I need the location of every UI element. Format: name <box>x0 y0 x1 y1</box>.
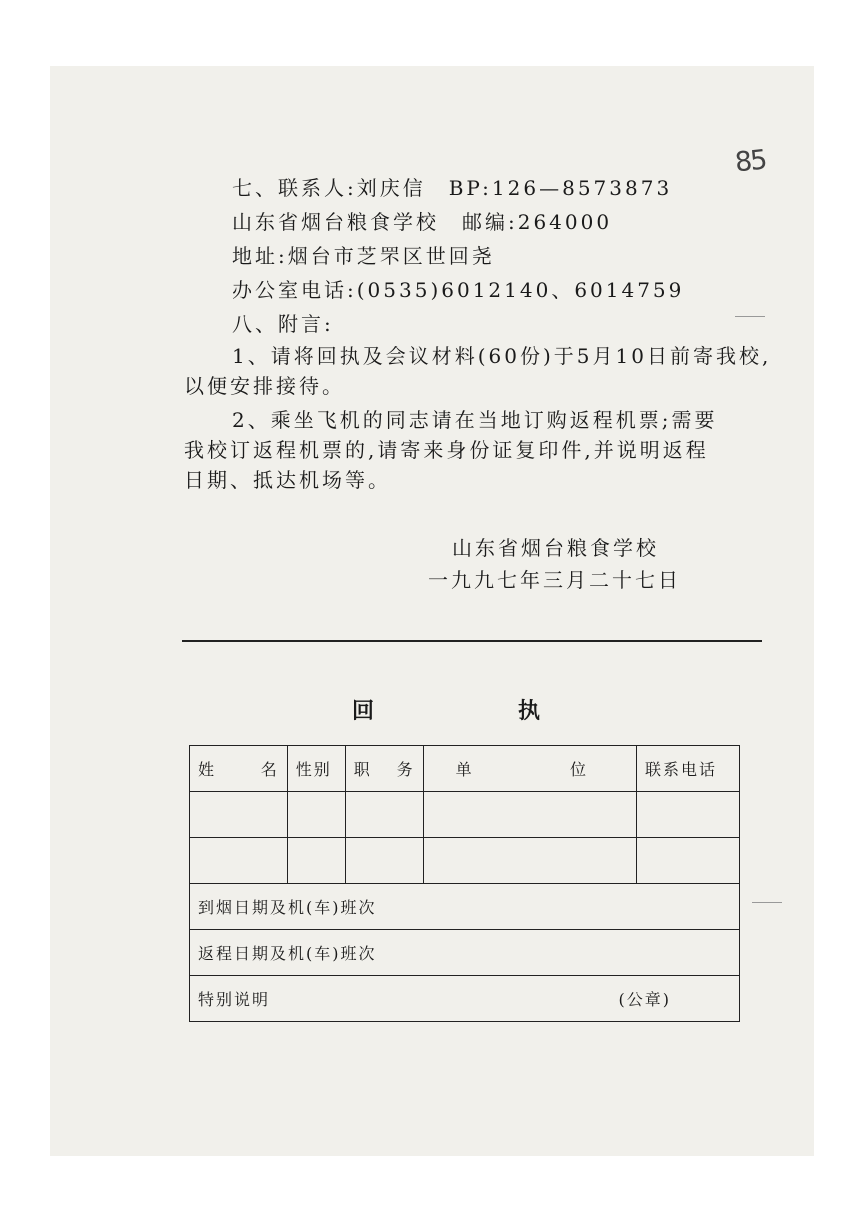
receipt-form <box>189 745 740 1022</box>
arrival-field[interactable]: 到烟日期及机(车)班次 <box>190 884 740 930</box>
receipt-entry-row <box>190 838 740 884</box>
header-name: 姓 名 <box>190 746 288 792</box>
arrival-row <box>190 884 740 930</box>
receipt-entry-row <box>190 792 740 838</box>
margin-mark <box>735 316 765 317</box>
header-gender: 性别 <box>287 746 345 792</box>
appendix-item-2-end: 日期、抵达机场等。 <box>184 468 391 492</box>
notes-field[interactable] <box>190 976 740 1022</box>
appendix-item-1-cont: 以便安排接待。 <box>184 374 345 398</box>
name-cell[interactable] <box>190 792 288 838</box>
phone-cell[interactable] <box>637 838 740 884</box>
return-row <box>190 930 740 976</box>
contact-person-line: 七、联系人:刘庆信 BP:126—8573873 <box>232 176 673 200</box>
position-cell[interactable] <box>345 838 423 884</box>
school-postcode-line: 山东省烟台粮食学校 邮编:264000 <box>232 210 613 234</box>
appendix-heading: 八、附言: <box>232 312 334 336</box>
gender-cell[interactable] <box>287 792 345 838</box>
position-cell[interactable] <box>345 792 423 838</box>
margin-mark <box>752 902 782 903</box>
receipt-title-right: 执 <box>518 698 543 724</box>
signature-org: 山东省烟台粮食学校 <box>452 536 659 560</box>
header-position: 职 务 <box>345 746 423 792</box>
name-cell[interactable] <box>190 838 288 884</box>
address-line: 地址:烟台市芝罘区世回尧 <box>232 244 495 268</box>
receipt-title-left: 回 <box>352 698 377 724</box>
appendix-item-1: 1、请将回执及会议材料(60份)于5月10日前寄我校, <box>232 344 772 368</box>
gender-cell[interactable] <box>287 838 345 884</box>
return-field[interactable]: 返程日期及机(车)班次 <box>190 930 740 976</box>
office-phone-line: 办公室电话:(0535)6012140、6014759 <box>232 278 685 302</box>
receipt-header-row <box>190 746 740 792</box>
page-number: 85 <box>733 144 767 179</box>
unit-cell[interactable] <box>423 838 636 884</box>
notes-row <box>190 976 740 1022</box>
cut-line-divider <box>182 640 762 642</box>
signature-date: 一九九七年三月二十七日 <box>428 568 681 592</box>
appendix-item-2-cont: 我校订返程机票的,请寄来身份证复印件,并说明返程 <box>184 438 709 462</box>
header-unit: 单 位 <box>423 746 636 792</box>
phone-cell[interactable] <box>637 792 740 838</box>
notes-label: 特别说明 <box>198 990 271 1009</box>
appendix-item-2: 2、乘坐飞机的同志请在当地订购返程机票;需要 <box>232 408 718 432</box>
official-seal-label: (公章) <box>618 990 671 1009</box>
unit-cell[interactable] <box>423 792 636 838</box>
header-phone: 联系电话 <box>637 746 740 792</box>
